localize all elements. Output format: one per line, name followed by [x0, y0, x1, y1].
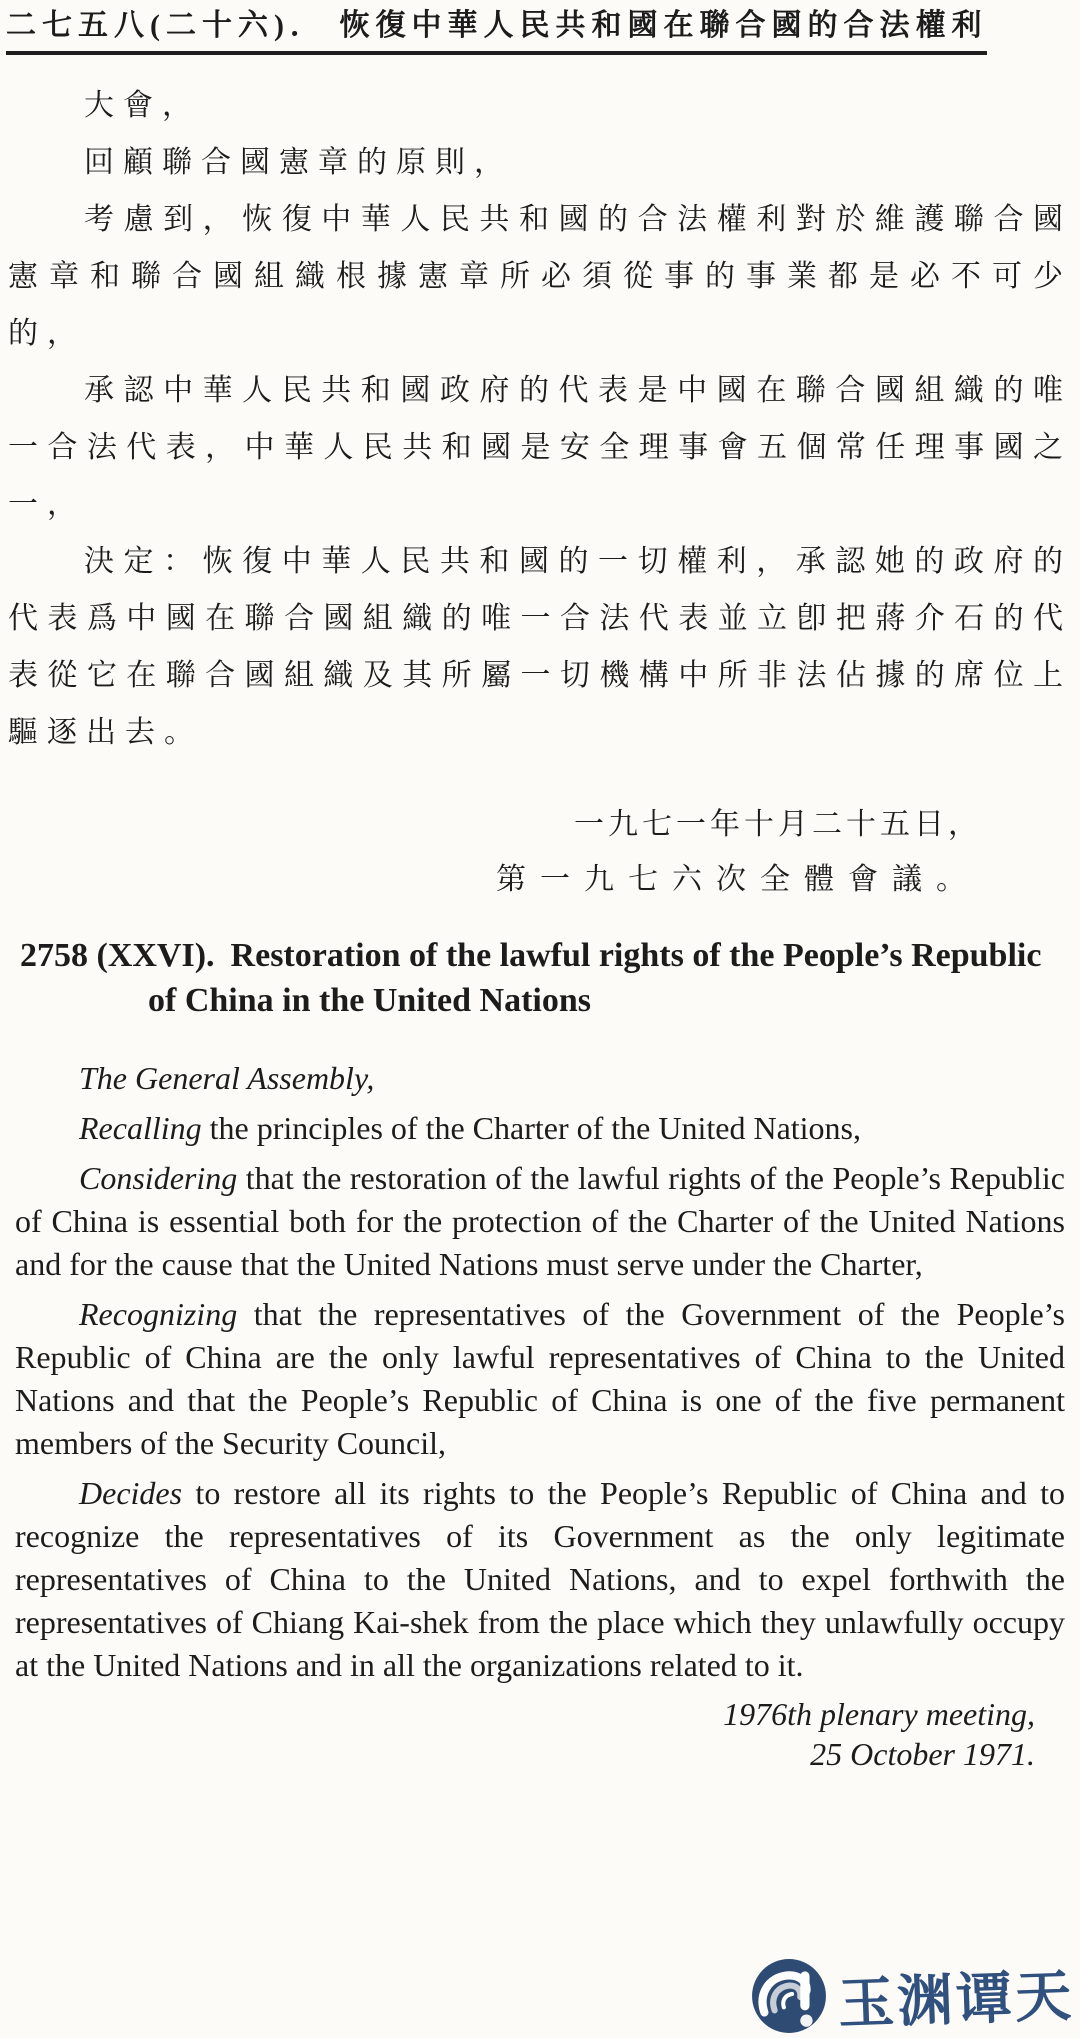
en-paragraph — [15, 1157, 1065, 1286]
cn-paragraph: 承認中華人民共和國政府的代表是中國在聯合國組織的唯一合法代表，中華人民共和國是安全理事會五個常任理事國之一， — [8, 374, 1072, 521]
en-paragraph-lead: Decides — [79, 1475, 183, 1511]
watermark-label: 玉渊谭天 — [837, 1965, 1076, 2037]
en-date-line: 25 October 1971. — [810, 1736, 1035, 1772]
cn-date-line: 一九七一年十月二十五日， — [574, 808, 982, 841]
cn-meeting-line: 第一九七六次全體會議。 — [496, 863, 980, 896]
cn-paragraph: 大會， — [84, 89, 201, 122]
en-resolution-heading-text: Restoration of the lawful rights of the People’s Republic of China in the United Nations — [148, 937, 1042, 1019]
en-paragraph — [15, 1293, 1065, 1465]
en-resolution-number: 2758 (XXVI). — [20, 937, 215, 974]
en-resolution-body — [0, 1057, 1080, 1687]
en-paragraph-text: to restore all its rights to the People’s Republic of China and to recognize the representatives of its Government as the only legitimate representatives of China to the United Nations, and to expel forthwith the representatives of Chiang Kai-shek from the place which they unlawfully occupy at the United Nations and in all the organizations related to it. — [15, 1475, 1065, 1683]
cn-resolution-title-text: 二七五八(二十六)． 恢復中華人民共和國在聯合國的合法權利 — [6, 6, 987, 55]
en-paragraph-lead: Considering — [79, 1160, 238, 1196]
cn-paragraph: 回顧聯合國憲章的原則， — [84, 146, 513, 179]
cn-paragraph: 考慮到，恢復中華人民共和國的合法權利對於維護聯合國憲章和聯合國組織根據憲章所必須從事的事業都是必不可少的， — [8, 203, 1072, 350]
en-paragraph — [15, 1472, 1065, 1687]
en-paragraph — [15, 1107, 1065, 1150]
en-opening-line: The General Assembly, — [79, 1060, 375, 1096]
en-paragraph-lead: Recalling — [79, 1110, 202, 1146]
en-paragraph-lead: Recognizing — [79, 1296, 238, 1332]
cn-resolution-body — [0, 77, 1080, 761]
en-meeting-line: 1976th plenary meeting, — [723, 1696, 1035, 1732]
en-paragraph-text: that the restoration of the lawful rights of the People’s Republic of China is essential both for the protection of the Charter of the United Nations and for the cause that the United Nations must serve under the Charter, — [15, 1160, 1065, 1282]
cn-resolution-title — [6, 6, 1072, 55]
yuyuan-swirl-logo-icon — [750, 1957, 828, 2035]
en-resolution-heading — [6, 933, 1062, 1023]
en-paragraph-text: the principles of the Charter of the United Nations, — [201, 1110, 861, 1146]
watermark — [750, 1956, 1074, 2036]
en-paragraph-text: that the representatives of the Government of the People’s Republic of China are the only lawful representatives of China to the United Nations and that the People’s Republic of China is one of the five permanent members of the Security Council, — [15, 1296, 1065, 1461]
cn-paragraph: 決定：恢復中華人民共和國的一切權利，承認她的政府的代表爲中國在聯合國組織的唯一合法代表並立卽把蔣介石的代表從它在聯合國組織及其所屬一切機構中所非法佔據的席位上驅逐出去。 — [8, 545, 1072, 749]
